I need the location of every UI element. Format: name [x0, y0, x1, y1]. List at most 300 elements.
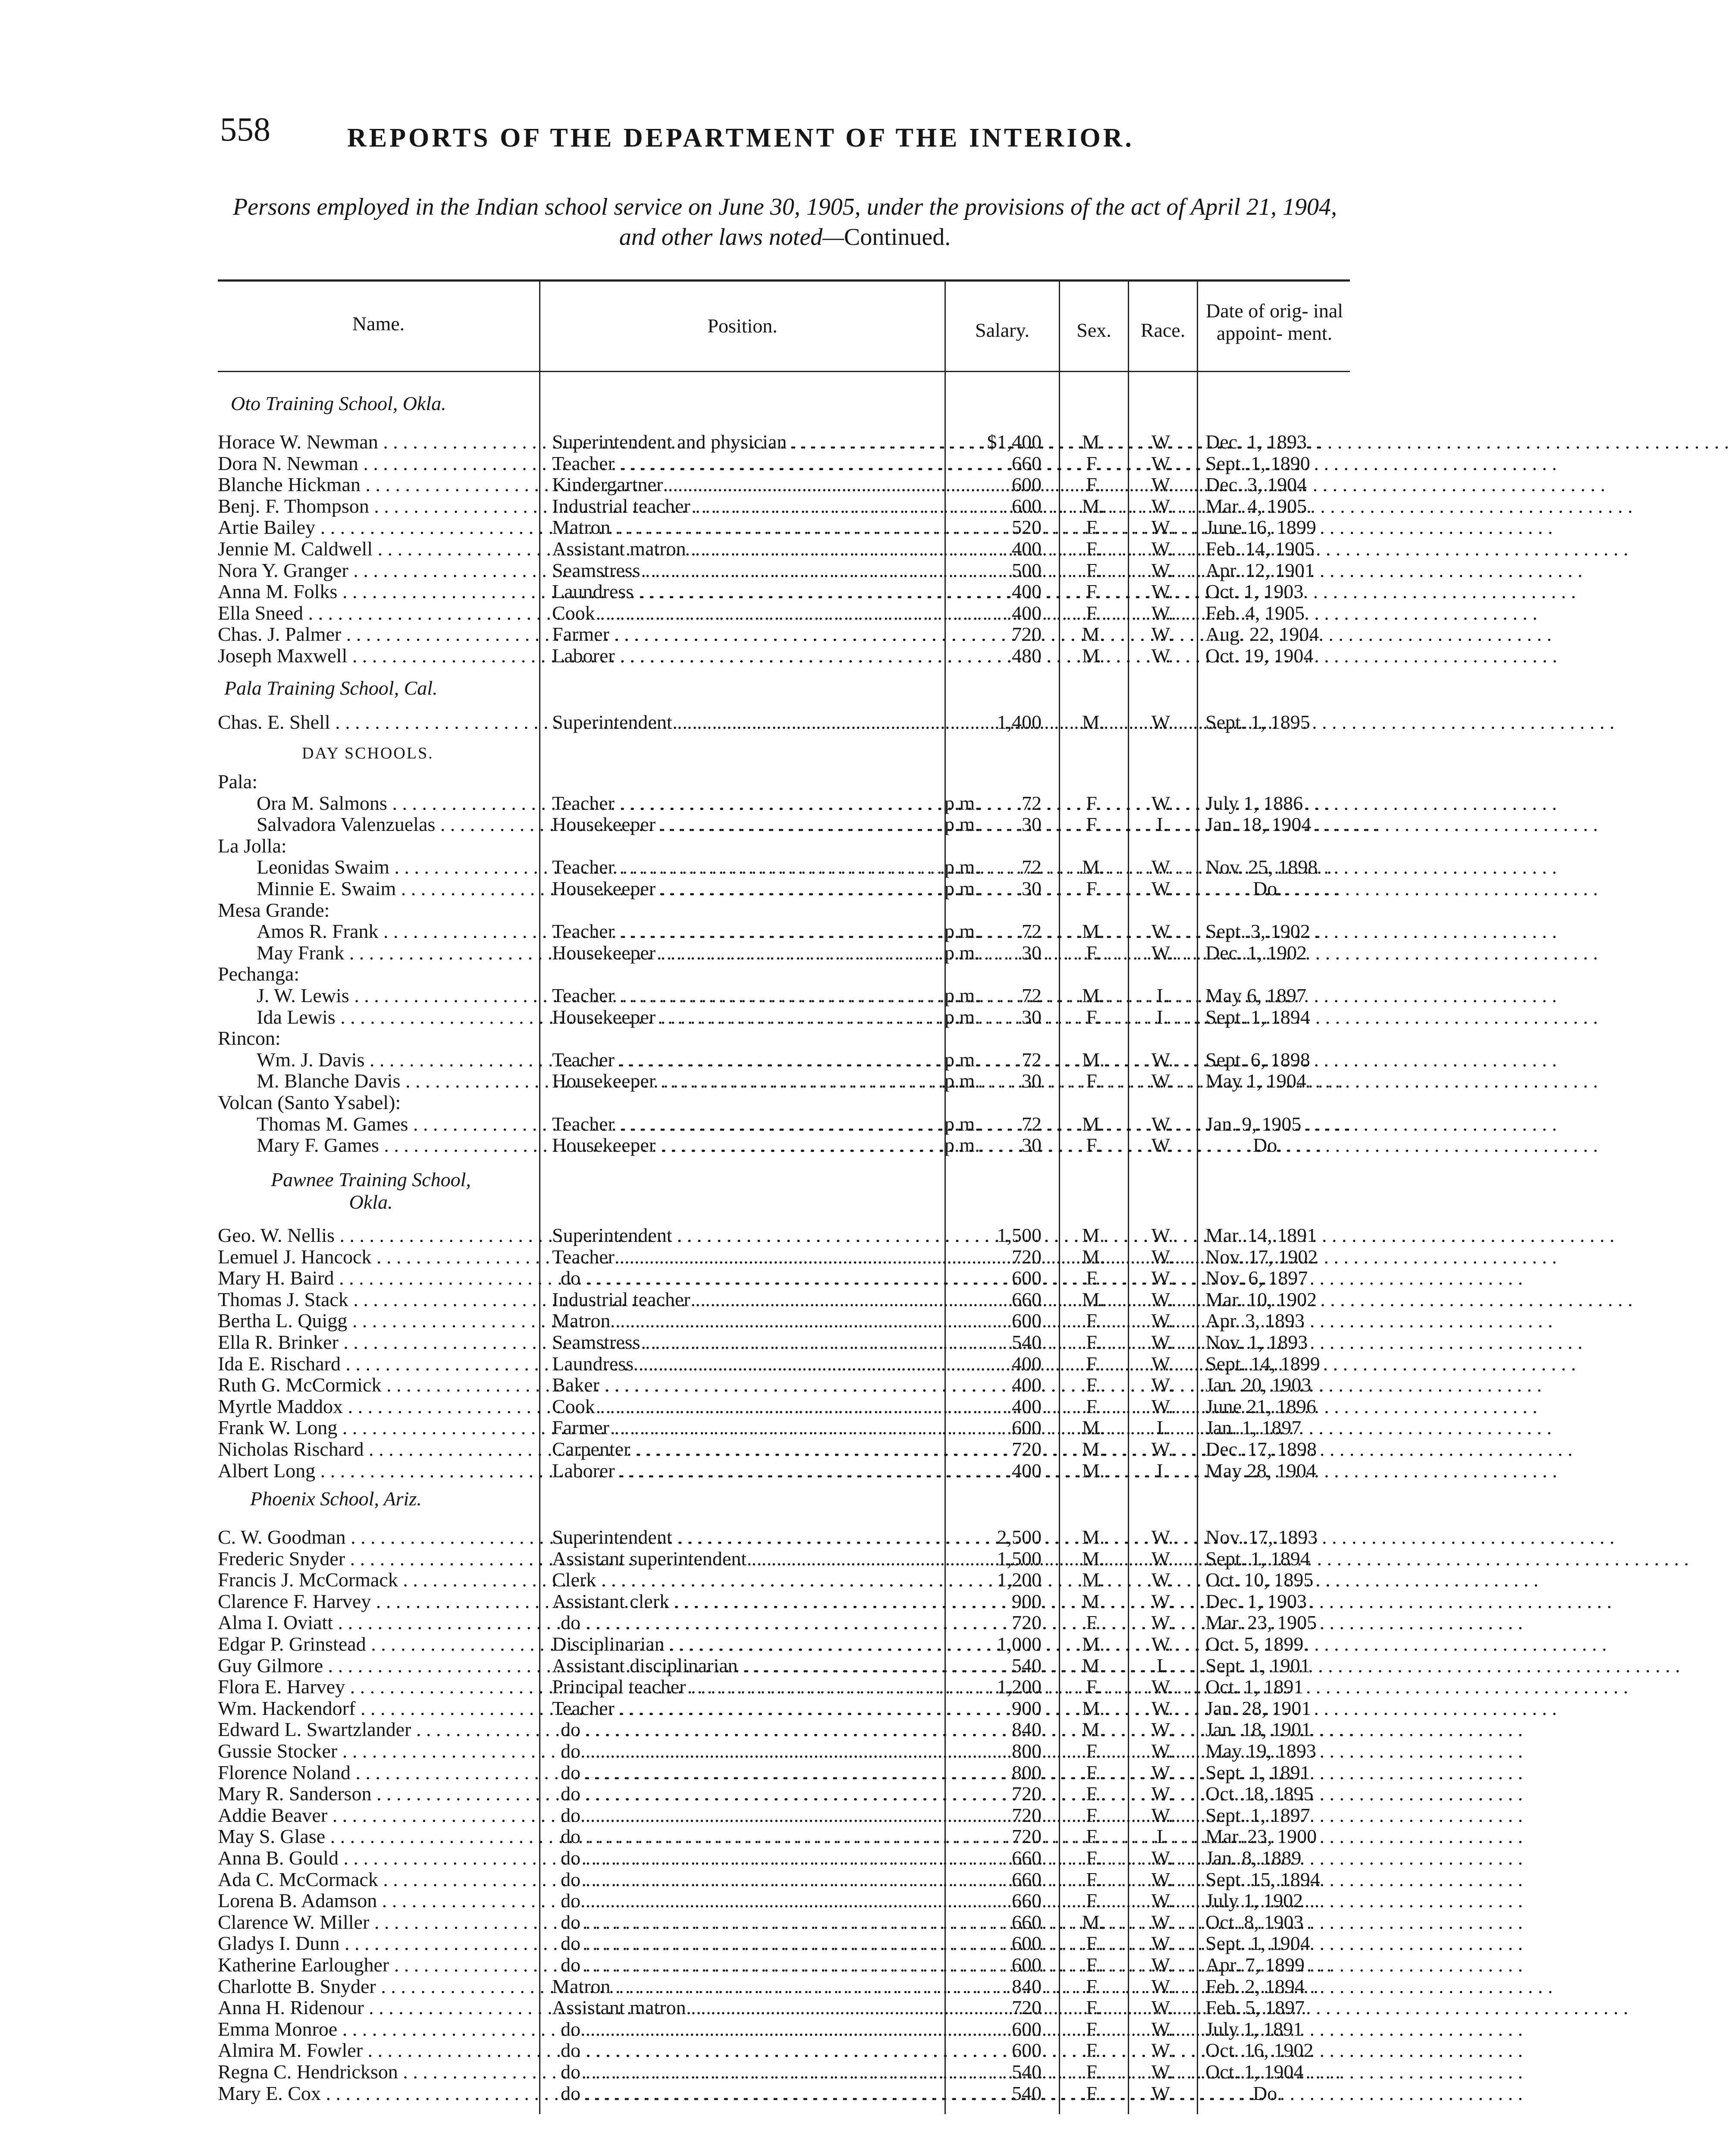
- sex-cell: F.: [1086, 1070, 1101, 1092]
- race-cell: W.: [1151, 1288, 1174, 1310]
- date-cell: May 28, 1904: [1205, 1460, 1316, 1482]
- date-cell: May 1, 1904: [1205, 1070, 1306, 1092]
- name-cell: Francis J. McCormack . . .: [218, 1569, 535, 1591]
- date-cell: Oct. 1, 1904: [1205, 2061, 1304, 2083]
- position-cell: Baker . . .: [552, 1374, 942, 1396]
- race-cell: W.: [1151, 1374, 1174, 1396]
- salary-cell: 400: [1012, 580, 1042, 602]
- date-cell: Oct. 1, 1891: [1205, 1676, 1304, 1698]
- position-cell: do . . .: [552, 2018, 951, 2040]
- position-cell: Matron . . .: [552, 1310, 942, 1332]
- salary-cell: 1,500: [997, 1548, 1042, 1570]
- race-cell: W.: [1151, 1761, 1174, 1783]
- name-cell: M. Blanche Davis . . .: [257, 1070, 535, 1092]
- position-cell: Kindergartner . . .: [552, 474, 942, 495]
- name-cell: Mary R. Sanderson . . .: [218, 1783, 535, 1805]
- position-cell: do . . .: [552, 1783, 951, 1805]
- salary-cell: 540: [1012, 2061, 1042, 2083]
- position-cell: Assistant matron . . .: [552, 1997, 942, 2018]
- sex-cell: F.: [1086, 2061, 1101, 2083]
- name-cell: Minnie E. Swaim . . .: [257, 878, 535, 899]
- salary-cell: 400: [1012, 1395, 1042, 1417]
- place-label: Pala:: [218, 771, 257, 793]
- date-cell: Sept. 3, 1902: [1205, 920, 1310, 942]
- sex-cell: F.: [1086, 2082, 1101, 2104]
- race-cell: W.: [1151, 2061, 1174, 2083]
- race-cell: W.: [1151, 1438, 1174, 1460]
- position-cell: Assistant clerk . . .: [552, 1591, 942, 1612]
- salary-cell: 720: [1012, 1783, 1042, 1805]
- salary-cell: 520: [1012, 516, 1042, 538]
- name-cell: Gussie Stocker . . .: [218, 1740, 535, 1762]
- date-cell: Do.: [1253, 2082, 1282, 2104]
- salary-cell: 540: [1012, 2082, 1042, 2104]
- sex-cell: F.: [1086, 2039, 1101, 2061]
- per-month-cell: p.m.: [945, 1006, 980, 1028]
- date-cell: Oct. 8, 1903: [1205, 1911, 1304, 1933]
- race-cell: I.: [1156, 1655, 1168, 1677]
- date-cell: Mar. 10, 1902: [1205, 1288, 1317, 1310]
- position-cell: Laborer . . .: [552, 1460, 942, 1482]
- name-cell: Ada C. McCormack . . .: [218, 1869, 535, 1890]
- salary-cell: $1,400: [987, 431, 1042, 453]
- sex-cell: F.: [1086, 1847, 1101, 1869]
- section-title: Oto Training School, Okla.: [231, 392, 446, 414]
- header-date: Date of orig- inal appoint- ment.: [1205, 300, 1343, 344]
- sex-cell: F.: [1086, 1761, 1101, 1783]
- race-cell: I.: [1156, 1460, 1168, 1482]
- salary-cell: 720: [1012, 1438, 1042, 1460]
- date-cell: Feb. 5, 1897: [1205, 1996, 1305, 2018]
- name-cell: Ella R. Brinker . . .: [218, 1332, 535, 1353]
- salary-cell: 600: [1012, 1954, 1042, 1976]
- name-cell: Benj. F. Thompson . . .: [218, 495, 535, 517]
- race-cell: W.: [1151, 1113, 1174, 1135]
- sex-cell: F.: [1086, 1890, 1101, 1912]
- sex-cell: F.: [1086, 1331, 1101, 1353]
- name-cell: Charlotte B. Snyder . . .: [218, 1976, 535, 1997]
- sex-cell: M.: [1082, 1438, 1105, 1460]
- salary-cell: 400: [1012, 1374, 1042, 1396]
- salary-cell: 720: [1012, 1804, 1042, 1826]
- race-cell: W.: [1151, 856, 1174, 878]
- race-cell: W.: [1151, 1353, 1174, 1375]
- salary-cell: 800: [1012, 1740, 1042, 1762]
- race-cell: W.: [1151, 1548, 1174, 1570]
- date-cell: Jan. 8, 1889: [1205, 1847, 1302, 1869]
- name-cell: Dora N. Newman . . .: [218, 453, 535, 474]
- name-cell: Wm. Hackendorf . . .: [218, 1698, 535, 1719]
- position-cell: Farmer . . .: [552, 624, 942, 645]
- sex-cell: F.: [1086, 580, 1101, 602]
- salary-cell: 72: [1022, 792, 1042, 814]
- sex-cell: M.: [1082, 1246, 1105, 1268]
- sex-cell: F.: [1086, 1353, 1101, 1375]
- position-cell: do . . .: [552, 1933, 951, 1954]
- caption-italic: Persons employed in the Indian school service on June 30, 1905, under the provisions of the act of April 21, 1904, and other laws noted—: [232, 194, 1337, 251]
- race-cell: W.: [1151, 711, 1174, 733]
- per-month-cell: p.m.: [945, 942, 980, 964]
- race-cell: I.: [1156, 1416, 1168, 1438]
- sex-cell: M.: [1082, 1911, 1105, 1933]
- position-cell: Housekeeper . . .: [552, 1070, 942, 1092]
- date-cell: Sept. 1, 1897: [1205, 1804, 1310, 1826]
- position-cell: do . . .: [552, 1267, 951, 1289]
- name-cell: Mary F. Games . . .: [257, 1134, 535, 1156]
- sex-cell: M.: [1082, 1569, 1105, 1591]
- date-cell: Jan. 20, 1903: [1205, 1374, 1312, 1396]
- name-cell: Ida Lewis . . .: [257, 1006, 535, 1028]
- race-cell: W.: [1151, 2082, 1174, 2104]
- name-cell: Ruth G. McCormick . . .: [218, 1374, 535, 1396]
- per-month-cell: p.m.: [945, 1049, 980, 1071]
- name-cell: Frank W. Long . . .: [218, 1417, 535, 1438]
- section-title: Okla.: [349, 1191, 393, 1213]
- sex-cell: F.: [1086, 538, 1101, 560]
- race-cell: W.: [1151, 1847, 1174, 1869]
- name-cell: Addie Beaver . . .: [218, 1805, 535, 1826]
- race-cell: W.: [1151, 623, 1174, 645]
- name-cell: Chas. J. Palmer . . .: [218, 624, 535, 645]
- date-cell: Dec. 1, 1893: [1205, 431, 1307, 453]
- name-cell: Albert Long . . .: [218, 1460, 535, 1482]
- name-cell: Wm. J. Davis . . .: [257, 1049, 535, 1071]
- position-cell: Clerk . . .: [552, 1569, 942, 1591]
- date-cell: Feb. 14, 1905: [1205, 538, 1315, 560]
- salary-cell: 660: [1012, 1288, 1042, 1310]
- race-cell: W.: [1151, 1633, 1174, 1655]
- salary-cell: 720: [1012, 1246, 1042, 1268]
- salary-cell: 72: [1022, 920, 1042, 942]
- section-title: DAY SCHOOLS.: [302, 744, 434, 762]
- name-cell: C. W. Goodman . . .: [218, 1526, 535, 1548]
- date-cell: Dec. 17, 1898: [1205, 1438, 1317, 1460]
- sex-cell: F.: [1086, 516, 1101, 538]
- section-title: Phoenix School, Ariz.: [250, 1488, 422, 1510]
- salary-cell: 540: [1012, 1655, 1042, 1677]
- per-month-cell: p.m.: [945, 984, 980, 1006]
- salary-cell: 30: [1022, 1006, 1042, 1028]
- name-cell: Nicholas Rischard . . .: [218, 1438, 535, 1460]
- race-cell: I.: [1156, 984, 1168, 1006]
- date-cell: Aug. 22, 1904: [1205, 623, 1319, 645]
- name-cell: Leonidas Swaim . . .: [257, 856, 535, 878]
- salary-cell: 1,500: [997, 1224, 1042, 1246]
- name-cell: Anna M. Folks . . .: [218, 581, 535, 602]
- race-cell: W.: [1151, 580, 1174, 602]
- sex-cell: M.: [1082, 711, 1105, 733]
- date-cell: Oct. 16, 1902: [1205, 2039, 1314, 2061]
- header-race: Race.: [1140, 319, 1186, 341]
- per-month-cell: p.m.: [945, 813, 980, 835]
- section-title: Pawnee Training School,: [271, 1169, 471, 1191]
- salary-cell: 660: [1012, 452, 1042, 474]
- position-cell: Disciplinarian . . .: [552, 1633, 942, 1655]
- salary-cell: 600: [1012, 1267, 1042, 1289]
- date-cell: Sept. 14, 1899: [1205, 1353, 1320, 1375]
- date-cell: Oct. 19, 1904: [1205, 645, 1314, 667]
- section-title: Pala Training School, Cal.: [224, 677, 438, 699]
- race-cell: W.: [1151, 1718, 1174, 1740]
- place-label: Volcan (Santo Ysabel):: [218, 1091, 401, 1113]
- name-cell: Anna B. Gould . . .: [218, 1847, 535, 1869]
- name-cell: Alma I. Oviatt . . .: [218, 1612, 535, 1633]
- salary-cell: 720: [1012, 1996, 1042, 2018]
- name-cell: May S. Glase . . .: [218, 1826, 535, 1847]
- sex-cell: M.: [1082, 1416, 1105, 1438]
- name-cell: Guy Gilmore . . .: [218, 1655, 535, 1677]
- name-cell: Geo. W. Nellis . . .: [218, 1225, 535, 1246]
- position-cell: Teacher . . .: [552, 1246, 942, 1268]
- name-cell: Clarence F. Harvey . . .: [218, 1591, 535, 1612]
- sex-cell: M.: [1082, 1049, 1105, 1071]
- position-cell: do . . .: [552, 1826, 951, 1847]
- salary-cell: 72: [1022, 984, 1042, 1006]
- name-cell: Frederic Snyder . . .: [218, 1548, 535, 1570]
- race-cell: W.: [1151, 1890, 1174, 1912]
- position-cell: Teacher . . .: [552, 1049, 942, 1071]
- salary-cell: 600: [1012, 1932, 1042, 1954]
- position-cell: Superintendent . . .: [552, 711, 942, 733]
- per-month-cell: p.m.: [945, 1134, 980, 1156]
- date-cell: Mar. 23, 1905: [1205, 1611, 1317, 1633]
- sex-cell: F.: [1086, 1611, 1101, 1633]
- place-label: Rincon:: [218, 1027, 281, 1050]
- position-cell: Teacher . . .: [552, 793, 942, 814]
- date-cell: Nov. 17, 1902: [1205, 1246, 1318, 1268]
- name-cell: Regna C. Hendrickson . . .: [218, 2061, 535, 2083]
- place-label: Mesa Grande:: [218, 899, 330, 921]
- name-cell: J. W. Lewis . . .: [257, 985, 535, 1006]
- name-cell: Lemuel J. Hancock . . .: [218, 1246, 535, 1268]
- sex-cell: F.: [1086, 1996, 1101, 2018]
- name-cell: Florence Noland . . .: [218, 1762, 535, 1783]
- date-cell: Nov. 17, 1893: [1205, 1526, 1318, 1548]
- date-cell: Feb. 4, 1905: [1205, 602, 1305, 624]
- salary-cell: 660: [1012, 1847, 1042, 1869]
- position-cell: Seamstress . . .: [552, 1332, 942, 1353]
- date-cell: Dec. 1, 1903: [1205, 1590, 1307, 1612]
- date-cell: Mar. 14, 1891: [1205, 1224, 1317, 1246]
- date-cell: Dec. 3, 1904: [1205, 473, 1307, 495]
- race-cell: W.: [1151, 1049, 1174, 1071]
- date-cell: Sept. 1, 1891: [1205, 1761, 1310, 1783]
- date-cell: Nov. 25, 1898: [1205, 856, 1318, 878]
- sex-cell: M.: [1082, 856, 1105, 878]
- date-cell: Apr. 7, 1899: [1205, 1954, 1305, 1976]
- position-cell: do . . .: [552, 2083, 951, 2104]
- race-cell: W.: [1151, 602, 1174, 624]
- name-cell: Thomas J. Stack . . .: [218, 1289, 535, 1310]
- race-cell: W.: [1151, 942, 1174, 964]
- salary-cell: 72: [1022, 1049, 1042, 1071]
- sex-cell: F.: [1086, 452, 1101, 474]
- header-bottom-rule: [218, 371, 1350, 372]
- race-cell: W.: [1151, 920, 1174, 942]
- position-cell: Teacher . . .: [552, 921, 942, 942]
- date-cell: Nov. 6, 1897: [1205, 1267, 1308, 1289]
- salary-cell: 30: [1022, 942, 1042, 964]
- name-cell: Amos R. Frank . . .: [257, 921, 535, 942]
- position-cell: Assistant disciplinarian . . .: [552, 1655, 942, 1677]
- sex-cell: M.: [1082, 1288, 1105, 1310]
- race-cell: W.: [1151, 1310, 1174, 1332]
- running-title: REPORTS OF THE DEPARTMENT OF THE INTERIOR.: [347, 123, 1134, 153]
- date-cell: Sept. 15, 1894: [1205, 1868, 1320, 1890]
- position-cell: Industrial teacher . . .: [552, 495, 942, 517]
- position-cell: Teacher . . .: [552, 453, 942, 474]
- name-cell: Thomas M. Games . . .: [257, 1113, 535, 1135]
- name-cell: Ella Sneed . . .: [218, 602, 535, 624]
- date-cell: Sept. 1, 1894: [1205, 1006, 1310, 1028]
- sex-cell: F.: [1086, 1783, 1101, 1805]
- per-month-cell: p.m.: [945, 1070, 980, 1092]
- position-cell: Cook . . .: [552, 602, 942, 624]
- position-cell: do . . .: [552, 1847, 951, 1869]
- date-cell: Jan. 18, 1901: [1205, 1718, 1312, 1740]
- sex-cell: F.: [1086, 1932, 1101, 1954]
- per-month-cell: p.m.: [945, 920, 980, 942]
- position-cell: Superintendent . . .: [552, 1225, 942, 1246]
- position-cell: Farmer . . .: [552, 1417, 942, 1438]
- position-cell: Principal teacher . . .: [552, 1676, 942, 1698]
- date-cell: Nov. 1, 1893: [1205, 1331, 1308, 1353]
- date-cell: Apr. 12, 1901: [1205, 559, 1315, 581]
- sex-cell: F.: [1086, 1954, 1101, 1976]
- sex-cell: F.: [1086, 602, 1101, 624]
- sex-cell: F.: [1086, 1267, 1101, 1289]
- per-month-cell: p.m.: [945, 792, 980, 814]
- salary-cell: 600: [1012, 2018, 1042, 2040]
- position-cell: Housekeeper . . .: [552, 942, 942, 964]
- sex-cell: M.: [1082, 1697, 1105, 1719]
- position-cell: do . . .: [552, 1762, 951, 1783]
- sex-cell: F.: [1086, 1868, 1101, 1890]
- date-cell: Mar. 23, 1900: [1205, 1825, 1317, 1847]
- name-cell: Joseph Maxwell . . .: [218, 645, 535, 667]
- sex-cell: F.: [1086, 1676, 1101, 1698]
- position-cell: Laundress . . .: [552, 1353, 942, 1375]
- salary-cell: 1,400: [997, 711, 1042, 733]
- per-month-cell: p.m.: [945, 1113, 980, 1135]
- date-cell: Sept. 1, 1894: [1205, 1548, 1310, 1570]
- name-cell: Flora E. Harvey . . .: [218, 1676, 535, 1698]
- race-cell: W.: [1151, 1267, 1174, 1289]
- date-cell: June 21, 1896: [1205, 1395, 1316, 1417]
- salary-cell: 72: [1022, 856, 1042, 878]
- sex-cell: F.: [1086, 813, 1101, 835]
- race-cell: W.: [1151, 1134, 1174, 1156]
- date-cell: Oct. 10, 1895: [1205, 1569, 1314, 1591]
- name-cell: Artie Bailey . . .: [218, 517, 535, 538]
- date-cell: Sept. 1, 1890: [1205, 452, 1310, 474]
- page-number: 558: [220, 110, 270, 148]
- sex-cell: M.: [1082, 1526, 1105, 1548]
- salary-cell: 1,200: [997, 1569, 1042, 1591]
- date-cell: July 1, 1886: [1205, 792, 1303, 814]
- header-position: Position.: [707, 315, 778, 337]
- name-cell: Horace W. Newman . . .: [218, 431, 535, 453]
- date-cell: Do.: [1253, 877, 1282, 899]
- race-cell: I.: [1156, 1006, 1168, 1028]
- position-cell: Cook . . .: [552, 1396, 942, 1417]
- date-cell: Apr. 3, 1893: [1205, 1310, 1305, 1332]
- date-cell: Jan. 1, 1897: [1205, 1416, 1302, 1438]
- name-cell: Nora Y. Granger . . .: [218, 560, 535, 581]
- position-cell: Housekeeper . . .: [552, 814, 942, 835]
- position-cell: Matron . . .: [552, 1976, 942, 1997]
- race-cell: I.: [1156, 813, 1168, 835]
- salary-cell: 400: [1012, 1460, 1042, 1482]
- salary-cell: 840: [1012, 1975, 1042, 1997]
- header-salary: Salary.: [975, 319, 1030, 341]
- salary-cell: 400: [1012, 602, 1042, 624]
- per-month-cell: p.m.: [945, 877, 980, 899]
- salary-cell: 400: [1012, 1353, 1042, 1375]
- position-cell: Assistant matron . . .: [552, 538, 942, 560]
- sex-cell: M.: [1082, 1590, 1105, 1612]
- name-cell: Emma Monroe . . .: [218, 2018, 535, 2040]
- race-cell: W.: [1151, 1590, 1174, 1612]
- race-cell: W.: [1151, 1932, 1174, 1954]
- position-cell: Superintendent . . .: [552, 1526, 942, 1548]
- race-cell: W.: [1151, 645, 1174, 667]
- date-cell: Feb. 2, 1894: [1205, 1975, 1305, 1997]
- date-cell: Sept. 1, 1901: [1205, 1655, 1310, 1677]
- position-cell: Superintendent and physician . . .: [552, 431, 942, 453]
- sex-cell: M.: [1082, 495, 1105, 517]
- position-cell: Seamstress . . .: [552, 560, 942, 581]
- salary-cell: 1,000: [997, 1633, 1042, 1655]
- position-cell: Housekeeper . . .: [552, 1006, 942, 1028]
- position-cell: do . . .: [552, 1954, 951, 1976]
- salary-cell: 720: [1012, 1611, 1042, 1633]
- name-cell: Ida E. Rischard . . .: [218, 1353, 535, 1375]
- salary-cell: 30: [1022, 1070, 1042, 1092]
- table-top-rule: [218, 279, 1350, 282]
- position-cell: do . . .: [552, 2061, 951, 2083]
- salary-cell: 1,200: [997, 1676, 1042, 1698]
- name-cell: Gladys I. Dunn . . .: [218, 1933, 535, 1954]
- name-cell: Salvadora Valenzuelas . . .: [257, 814, 535, 835]
- race-cell: W.: [1151, 1569, 1174, 1591]
- race-cell: W.: [1151, 1740, 1174, 1762]
- position-cell: Teacher . . .: [552, 856, 942, 878]
- race-cell: W.: [1151, 516, 1174, 538]
- sex-cell: M.: [1082, 1224, 1105, 1246]
- header-name: Name.: [352, 313, 405, 335]
- salary-cell: 540: [1012, 1331, 1042, 1353]
- position-cell: do . . .: [552, 1805, 951, 1826]
- date-cell: Oct. 5, 1899: [1205, 1633, 1304, 1655]
- position-cell: do . . .: [552, 1612, 951, 1633]
- date-cell: May 19, 1893: [1205, 1740, 1316, 1762]
- race-cell: W.: [1151, 1868, 1174, 1890]
- race-cell: W.: [1151, 1911, 1174, 1933]
- race-cell: W.: [1151, 1395, 1174, 1417]
- date-cell: Oct. 1, 1903: [1205, 580, 1304, 602]
- salary-cell: 840: [1012, 1718, 1042, 1740]
- name-cell: Blanche Hickman . . .: [218, 474, 535, 495]
- date-cell: Sept. 1, 1895: [1205, 711, 1310, 733]
- position-cell: do . . .: [552, 2040, 951, 2061]
- date-cell: Do.: [1253, 1134, 1282, 1156]
- sex-cell: F.: [1086, 473, 1101, 495]
- position-cell: Teacher . . .: [552, 1698, 942, 1719]
- position-cell: do . . .: [552, 1912, 951, 1933]
- sex-cell: F.: [1086, 2018, 1101, 2040]
- salary-cell: 900: [1012, 1697, 1042, 1719]
